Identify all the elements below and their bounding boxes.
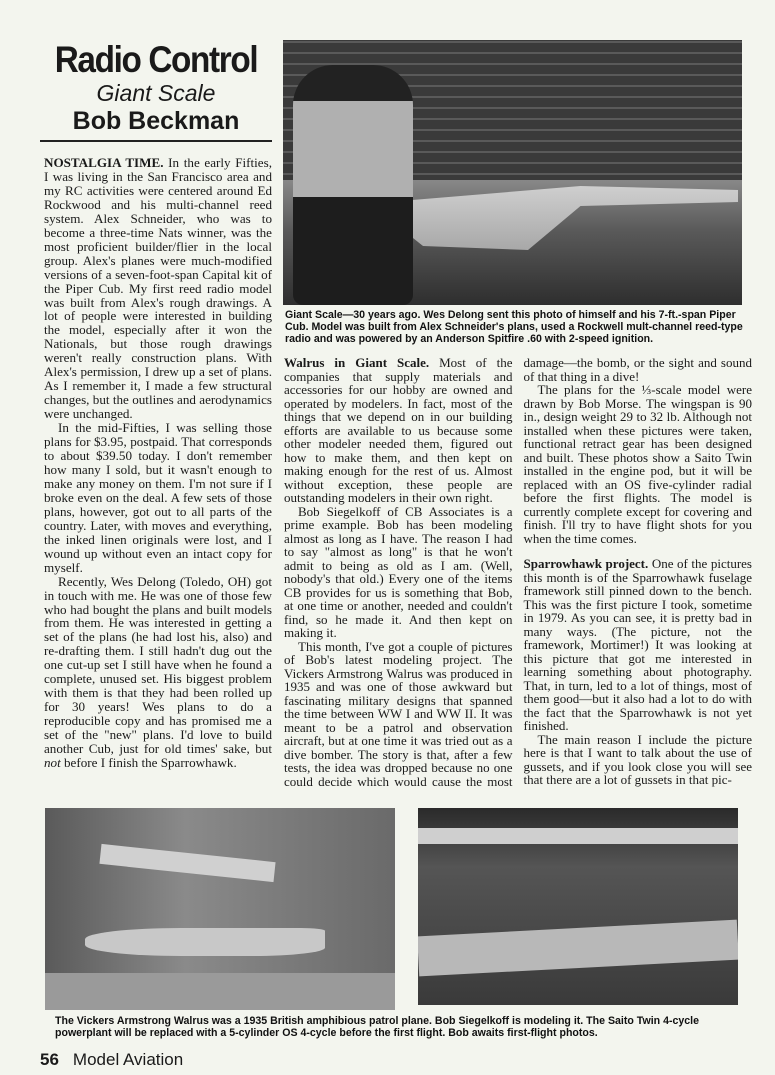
lead-in: NOSTALGIA TIME. (44, 155, 164, 170)
paragraph: The main reason I include the picture here is that I want to talk about the use of gussets, and if you look close you will see that there are a lot of gussets in that pic- (523, 731, 752, 787)
photo-caption-bottom: The Vickers Armstrong Walrus was a 1935 British amphibious patrol plane. Bob Siegelkoff is modeling it. The Saito Twin 4-cycle powerplant will be replaced with a 5-cylinder OS 4-cycle before the first flight. Bob awaits first-flight photos. (55, 1015, 700, 1039)
paragraph-text: One of the pictures this month is of the Sparrowhawk fuselage framework still pinned down to the bench. This was the first picture I took, sometime in 1979. As you can see, it is pretty bad in many ways. (The picture, not the framework, Mortimer!) It was looking at this picture that got me interested in learning something about photography. That, in turn, led to a lot of things, most of them good—but it also had a lot to do with the fact that the Sparrowhawk is not yet finished. (523, 556, 752, 733)
paragraph: The plans for the ⅓-scale model were drawn by Bob Morse. The wingspan is 90 in., design weight 29 to 32 lb. Although not installed when these pictures were taken, functional retract gear has been designed and built. These photos show a Saito Twin installed in the engine pod, but it will be replaced with an OS five-cylinder radial before the first flights. The model is currently complete except for covering and finish. I'll try to have flight shots for you when the time comes. (523, 382, 752, 546)
text-column-1 (44, 156, 272, 770)
paragraph (44, 575, 272, 770)
paragraph: In the mid-Fifties, I was selling those plans for $3.95, postpaid. That corresponds to about $39.50 today. I don't remember how many I sold, but it wasn't enough to make any money on them. I'm not sure if I broke even on the deal. A few sets of those plans, however, got out to all parts of the country. Later, with moves and everything, the inked linen originals were lost, and I wound up without even an intact copy for myself. (44, 420, 272, 575)
photo-hull (85, 928, 325, 956)
column-subtitle: Giant Scale (96, 80, 216, 106)
magazine-name: Model Aviation (72, 1050, 184, 1069)
photo-upper-wing (99, 844, 275, 882)
emphasis: not (44, 754, 61, 770)
photo-walrus-model (45, 808, 395, 1010)
paragraph (44, 156, 272, 421)
section-sparrowhawk (524, 557, 753, 733)
paragraph: Bob Siegelkoff of CB Associates is a prime example. Bob has been modeling almost as long as I have. The reason I had to say "almost as long" is that he won't admit to being as old as I am. (Well, nobody's that old.) Every one of the items CB provides for us is something that Bob, at one time or another, needed and couldn't find, so he made it. And then kept on making it. (284, 503, 513, 640)
photo-man (293, 65, 413, 305)
article-header (40, 40, 272, 142)
section-heading: Walrus in Giant Scale. (284, 355, 430, 370)
photo-caption-top: Giant Scale—30 years ago. Wes Delong sent this photo of himself and his 7-ft.-span Piper Cub. Model was built from Alex Schneider's plans, used a Rockwell mult-channel reed-type radio and was powered by an Anderson Spitfire .60 with 2-speed ignition. (285, 309, 743, 345)
text-columns-2-3 (284, 356, 752, 788)
section-heading: Sparrowhawk project. (523, 556, 649, 571)
photo-framework-top (418, 828, 738, 844)
paragraph-text: Most of the companies that supply materials and accessories for our hobby are owned and operated by modelers. In fact, most of the things that we depend on in our building efforts are available to us because some other modeler needed them, figured out how to make them, and then kept on making enough for the rest of us. Almost without exception, these people are outstanding modelers in their own right. (284, 355, 513, 505)
paragraph: This month, I've got a couple of pictures of Bob's latest modeling project. The Vickers Armstrong Walrus was produced in 1935 and was one of those awkward but fascinating military designs that spanned the time between WW I and WW II. It was meant to be a patrol and observation aircraft, but at one time it was tried out as a dive bomber. The story is that, after a few tests, the idea was dropped because no one could decide which would cause the most damage—the bomb, or the sight and sound of that thing in a dive! (284, 355, 752, 789)
section-walrus (284, 356, 513, 505)
photo-framework-bottom (418, 920, 738, 977)
paragraph-text: Recently, Wes Delong (Toledo, OH) got in touch with me. He was one of those few who had bought the plans and built models from them. He was interested in getting a set of the plans (he had lost his, also) and re-drafting them. I still hadn't dug out the one cut-up set I still have when he found a complete, unused set. His biggest problem with them is that they had been rolled up for 30 years! Wes plans to do a reproducible copy and has promised me a set of the "new" plans. I'd love to build another Cub, just for old times' sake, but (44, 573, 272, 757)
paragraph-text: In the early Fifties, I was living in the San Francisco area and my RC activities were centered around Ed Rockwood and his multi-channel reed system. Alex Schneider, who was to become a three-time Nats winner, was the most proficient builder/flier in the local group. Alex's planes were much-modified versions of a seven-foot-span Capital kit of the Piper Cub. My first reed radio model was built from Alex's rough drawings. A lot of people were interested in building the model, especially after it won the Nationals, but those rough drawings weren't really construction plans. With Alex's permission, I drew up a set of plans. As I remember it, I made a few structural changes, but the outlines and aerodynamics were unchanged. (44, 155, 272, 422)
photo-piper-cub (283, 40, 742, 305)
page-number: 56 (40, 1050, 59, 1069)
photo-sparrowhawk-framework (418, 808, 738, 1005)
page-footer (40, 1050, 183, 1070)
author-name: Bob Beckman (72, 107, 240, 135)
paragraph-text: before I finish the Sparrowhawk. (60, 754, 237, 770)
photo-floor (45, 973, 395, 1010)
column-title: Radio Control (54, 39, 258, 80)
